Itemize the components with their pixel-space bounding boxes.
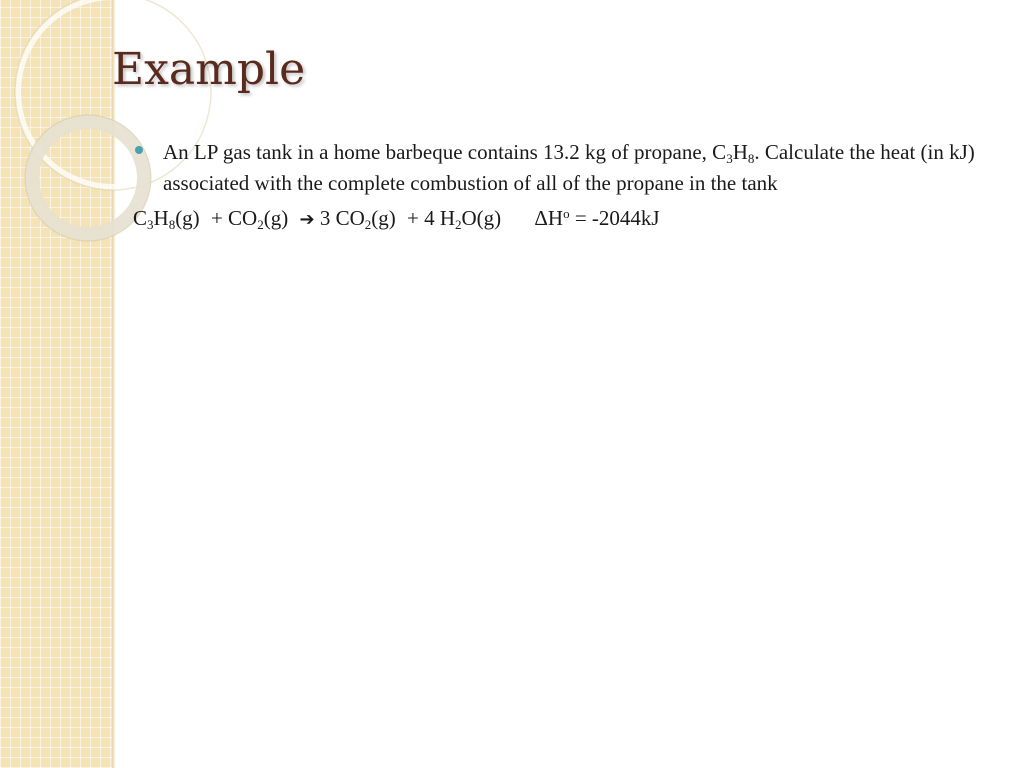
enthalpy-label: ΔH (534, 206, 564, 230)
product-2: 4 H (424, 206, 456, 230)
decorative-side-strip (0, 0, 113, 768)
side-strip-edge (112, 0, 116, 768)
formula-carbon-subscript: 3 (726, 151, 733, 166)
reaction-arrow-icon: ➔ (299, 209, 315, 230)
reactant-1-carbon: C (133, 206, 148, 230)
product-1-state: (g) (371, 206, 396, 230)
formula-hydrogen-subscript: 8 (747, 151, 755, 166)
slide-content (133, 137, 993, 235)
reactant-2-state: (g) (263, 206, 289, 230)
slide-title: Example (112, 44, 306, 95)
propane-formula (712, 140, 754, 164)
bullet-item (133, 137, 993, 199)
plus-sign-2: + (407, 206, 419, 230)
reactant-1-carbon-subscript: 3 (147, 217, 154, 232)
reactant-2-subscript: 2 (257, 217, 264, 232)
reactant-1-hydrogen-subscript: 8 (168, 217, 176, 232)
product-1-subscript: 2 (364, 217, 372, 232)
product-2-subscript: 2 (455, 217, 462, 232)
bullet-dot-icon (135, 146, 143, 154)
enthalpy-superscript: o (563, 206, 570, 221)
product-1: 3 CO (319, 206, 365, 230)
plus-sign-1: + (210, 206, 223, 230)
reactant-2: CO (228, 206, 258, 230)
enthalpy-value: = -2044kJ (574, 206, 660, 230)
reactant-1-state: (g) (175, 206, 200, 230)
formula-carbon: C (712, 140, 727, 164)
combustion-equation (133, 203, 993, 235)
reactant-1-hydrogen: H (153, 206, 169, 230)
formula-hydrogen: H (732, 140, 748, 164)
product-2-state: O(g) (461, 206, 502, 230)
bullet-text-start: An LP gas tank in a home barbeque contains 13.2 kg of propane, (163, 140, 713, 164)
bullet-text-end: . Calculate the heat (in kJ) associated with the complete combustion of all of the propane in the tank (163, 140, 975, 195)
